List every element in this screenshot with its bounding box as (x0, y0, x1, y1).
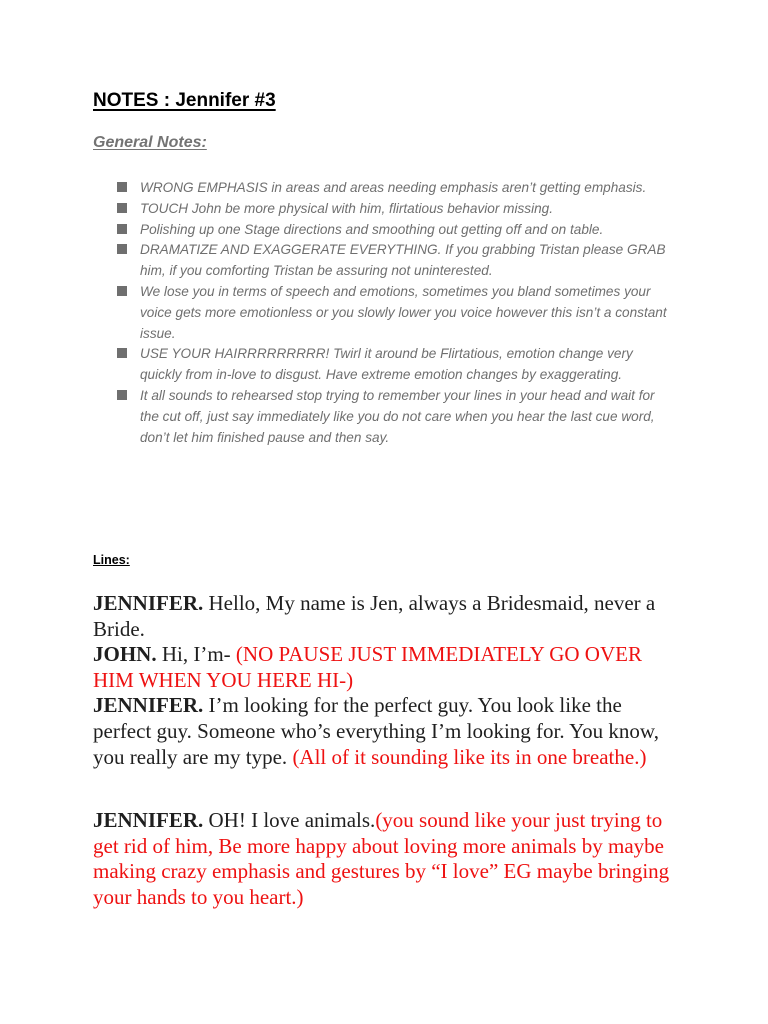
speaker-name: JENNIFER. (93, 808, 204, 832)
script-lines (93, 808, 683, 910)
speaker-name: JOHN. (93, 642, 157, 667)
speaker-name: JENNIFER. (93, 591, 204, 615)
stage-direction: (you sound like your just trying to get rid of him, Be more happy about loving more animals by maybe making crazy emphasis and gestures by “I love” EG maybe bringing your hands to you heart.) (93, 808, 670, 909)
square-bullet-icon (117, 244, 127, 254)
list-item (117, 240, 677, 282)
general-notes-list (117, 178, 677, 448)
square-bullet-icon (117, 286, 127, 296)
note-text: It all sounds to rehearsed stop trying to remember your lines in your head and wait for the cut off, just say immediately like you do not care when you hear the last cue word, don’t let him finished pause and then say. (140, 387, 655, 445)
script-line (93, 642, 683, 693)
square-bullet-icon (117, 203, 127, 213)
note-text: Polishing up one Stage directions and smoothing out getting off and on table. (140, 221, 604, 237)
square-bullet-icon (117, 390, 127, 400)
note-text: WRONG EMPHASIS in areas and areas needing emphasis aren’t getting emphasis. (140, 180, 647, 195)
dialogue-text: OH! I love animals. (203, 808, 376, 832)
square-bullet-icon (117, 182, 127, 192)
list-item (117, 344, 677, 386)
lines-heading: Lines: (93, 553, 130, 567)
list-item (117, 199, 677, 220)
list-item (117, 178, 677, 199)
note-text: DRAMATIZE AND EXAGGERATE EVERYTHING. If you grabbing Tristan please GRAB him, if you comforting Tristan be assuring not uninterested. (140, 242, 666, 279)
list-item (117, 282, 677, 344)
script-lines (93, 591, 683, 770)
stage-direction: (All of it sounding like its in one breathe.) (292, 744, 647, 769)
general-notes-heading: General Notes: (93, 134, 207, 151)
dialogue-text: I’m looking for the perfect guy. You look like the perfect guy. Someone who’s everything I’m looking for. You know, you really are my type. (93, 693, 659, 769)
dialogue-text: Hello, My name is Jen, always a Bridesmaid, never a Bride. (93, 591, 656, 641)
script-line (93, 693, 683, 770)
note-text: TOUCH John be more physical with him, flirtatious behavior missing. (140, 200, 554, 216)
square-bullet-icon (117, 348, 127, 358)
speaker-name: JENNIFER. (93, 693, 204, 718)
script-line (93, 591, 683, 642)
stage-direction: (NO PAUSE JUST IMMEDIATELY GO OVER HIM WHEN YOU HERE HI-) (93, 642, 642, 692)
list-item (117, 386, 677, 448)
dialogue-text: Hi, I’m- (156, 642, 236, 667)
list-item (117, 220, 677, 241)
square-bullet-icon (117, 224, 127, 234)
note-text: USE YOUR HAIRRRRRRRRR! Twirl it around be Flirtatious, emotion change very quickly from in-love to disgust. Have extreme emotion changes by exaggerating. (140, 346, 633, 383)
page-title: NOTES : Jennifer #3 (93, 90, 276, 111)
note-text: We lose you in terms of speech and emotions, sometimes you bland sometimes your voice gets more emotionless or you slowly lower you voice however this isn’t a constant issue. (140, 283, 667, 341)
script-line (93, 808, 683, 910)
